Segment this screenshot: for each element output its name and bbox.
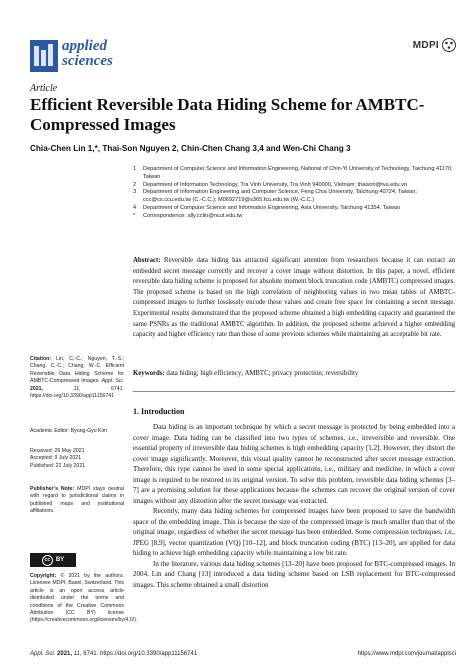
publisher-note-label: Publisher’s Note:: [30, 486, 75, 492]
intro-paragraph: Recently, many data hiding schemes for compressed images have been proposed to save the bandwidth space of the embedding image. This is because the size of the compressed image is much smaller than that of the original image, regardless of whether the secret message has been embedded. Some compression techniques, i.e., JPEG [8,9], vector quantization (VQ) [10–12], and block truncation coding (BTC) [13–20], are applied for data hiding to achieve high embedding capacity while maintaining a low bit rate.: [133, 507, 455, 557]
citation-block: Citation: Lin, C.-C.; Nguyen, T.-S.; Chang, C.-C.; Chang, W.-C. Efficient Reversible Data Hiding Scheme for AMBTC-Compressed Images. Appl. Sci. 2021, 11, 6741. https://doi.org/10.3390/app11156741: [30, 356, 124, 400]
copyright-label: Copyright:: [30, 573, 57, 579]
footer-citation: Appl. Sci. 2021, 11, 6741. https://doi.org/10.3390/app11156741: [30, 651, 198, 657]
creative-commons-icon: cc: [42, 555, 53, 566]
accepted-date: Accepted: 9 July 2021: [30, 455, 82, 462]
introduction-body: [133, 422, 455, 590]
affiliation-item: 3 Department of Information Engineering and Computer Science, Feng Chia University, Taichung 40724, Taiwan; ccc@cs.ccu.edu.tw (C.-C.C.); M0692719@s365.fcu.edu.tw (W.-C.C.): [133, 189, 417, 204]
publisher-note: [30, 486, 124, 516]
article-type-label: Article: [30, 83, 58, 94]
keywords-text: data hiding; high efficiency; AMBTC; privacy protection; reversibility: [166, 370, 359, 377]
section-divider: [133, 391, 455, 392]
keywords: [133, 369, 455, 379]
article-title: Efficient Reversible Data Hiding Scheme for AMBTC-Compressed Images: [30, 95, 425, 134]
abstract-text: Reversible data hiding has attracted significant attention from researchers because it can extract an embedded secret message correctly and recover a cover image without distortion. In this paper, a novel, efficient reversible data hiding scheme is proposed for absolute moment block truncation code (AMBTC) compressed images. The proposed scheme is based on the high correlation of neighboring values in two mean tables of AMBTC-compressed images to further losslessly encode these values and create free space for containing a secret message. Experimental results demonstrated that the proposed scheme obtained a high embedding capacity and guaranteed the same PSNRs as the traditional AMBTC algorithm. In addition, the proposed scheme achieved a higher embedding capacity and higher efficiency rate than those of some previous schemes while maintaining an acceptable bit rate.: [133, 257, 456, 339]
affiliations: [133, 166, 453, 221]
footer-journal-link[interactable]: https://www.mdpi.com/journal/applsci: [357, 651, 456, 657]
journal-name: [62, 39, 113, 69]
journal-name-line1: applied: [62, 38, 107, 54]
citation-text: Lin, C.-C.; Nguyen, T.-S.; Chang, C.-C.; Chang, W.-C. Efficient Reversible Data Hiding Scheme for AMBTC-Compressed Images.: [30, 356, 124, 385]
copyright-block: [30, 573, 138, 625]
intro-paragraph: Data hiding is an important technique by which a secret message is protected by being embedded into a cover image. Data hiding can be classified into two types of schemes, i.e., irreversible and reversible. One essential property of irreversible data hiding schemes is high embedding capacity [1,2]. However, they distort the cover image significantly. Moreover, this visual quality cannot be reconstructed after secret message extraction. Therefore, this type cannot be used in some special applications, i.e., military and medicine, in which a cover image is required to be restored to its original version. To solve this problem, reversible data hiding schemes [3–7] are a promising solution for these applications because the schemes can recover the original version of cover images without any distortion after the secret message was extracted.: [133, 423, 455, 505]
affiliation-item: 4 Department of Computer Science and Information Engineering, Asia University, Taichung 41354, Taiwan: [133, 204, 401, 211]
journal-logo-icon: [30, 40, 58, 72]
cc-by-label: BY: [55, 557, 65, 563]
keywords-label: Keywords:: [133, 370, 165, 377]
section-heading: 1. Introduction: [133, 407, 185, 416]
mdpi-text: MDPI: [412, 39, 439, 51]
author-list: Chia-Chen Lin 1,*, Thai-Son Nguyen 2, Chin-Chen Chang 3,4 and Wen-Chi Chang 3: [30, 144, 351, 153]
mdpi-emblem-icon: [442, 38, 456, 52]
cc-by-license-badge[interactable]: [30, 553, 76, 567]
abstract: [133, 256, 455, 341]
footer-doi-link[interactable]: 6741. https://doi.org/10.3390/app11156741: [83, 651, 198, 657]
correspondence: * Correspondence: ally.cclin@ncut.edu.tw: [133, 212, 243, 219]
abstract-label: Abstract:: [133, 257, 161, 264]
academic-editor: Academic Editor: Byung-Gyu Kim: [30, 428, 107, 434]
citation-label: Citation:: [30, 356, 52, 362]
published-date: Published: 22 July 2021: [30, 462, 86, 469]
affiliation-item: 1 Department of Computer Science and Information Engineering, National of Chin-Yi University of Technology, Taichung 41170, Taiwan: [133, 166, 453, 180]
affiliation-item: 2 Department of Information Technology, Tra Vinh University, Tra Vinh 940000, Vietnam; thaison@tvu.edu.vn: [133, 181, 408, 188]
journal-name-line2: sciences: [62, 53, 113, 69]
intro-paragraph: In the literature, various data hiding schemes [13–20] have been proposed for BTC-compressed images. In 2004, Lin and Chang [13] introduced a data hiding scheme based on LSB replacement for BTC-compressed images. This scheme obtained a small distortion: [133, 559, 455, 589]
received-date: Received: 26 May 2021: [30, 448, 85, 454]
copyright-text: © 2021 by the authors. Licensee MDPI, Basel, Switzerland. This article is an open access article distributed under the terms and conditions of the Creative Commons Attribution (CC BY) license (https://creativecommons.org/licenses/by/4.0/).: [30, 573, 138, 624]
citation-doi-link[interactable]: 6741. https://doi.org/10.3390/app11156741: [30, 385, 124, 400]
mdpi-logo: [413, 38, 456, 52]
dates-block: [30, 448, 124, 470]
publisher-note-text: MDPI stays neutral with regard to jurisdictional claims in published maps and institutional affiliations.: [30, 486, 124, 515]
